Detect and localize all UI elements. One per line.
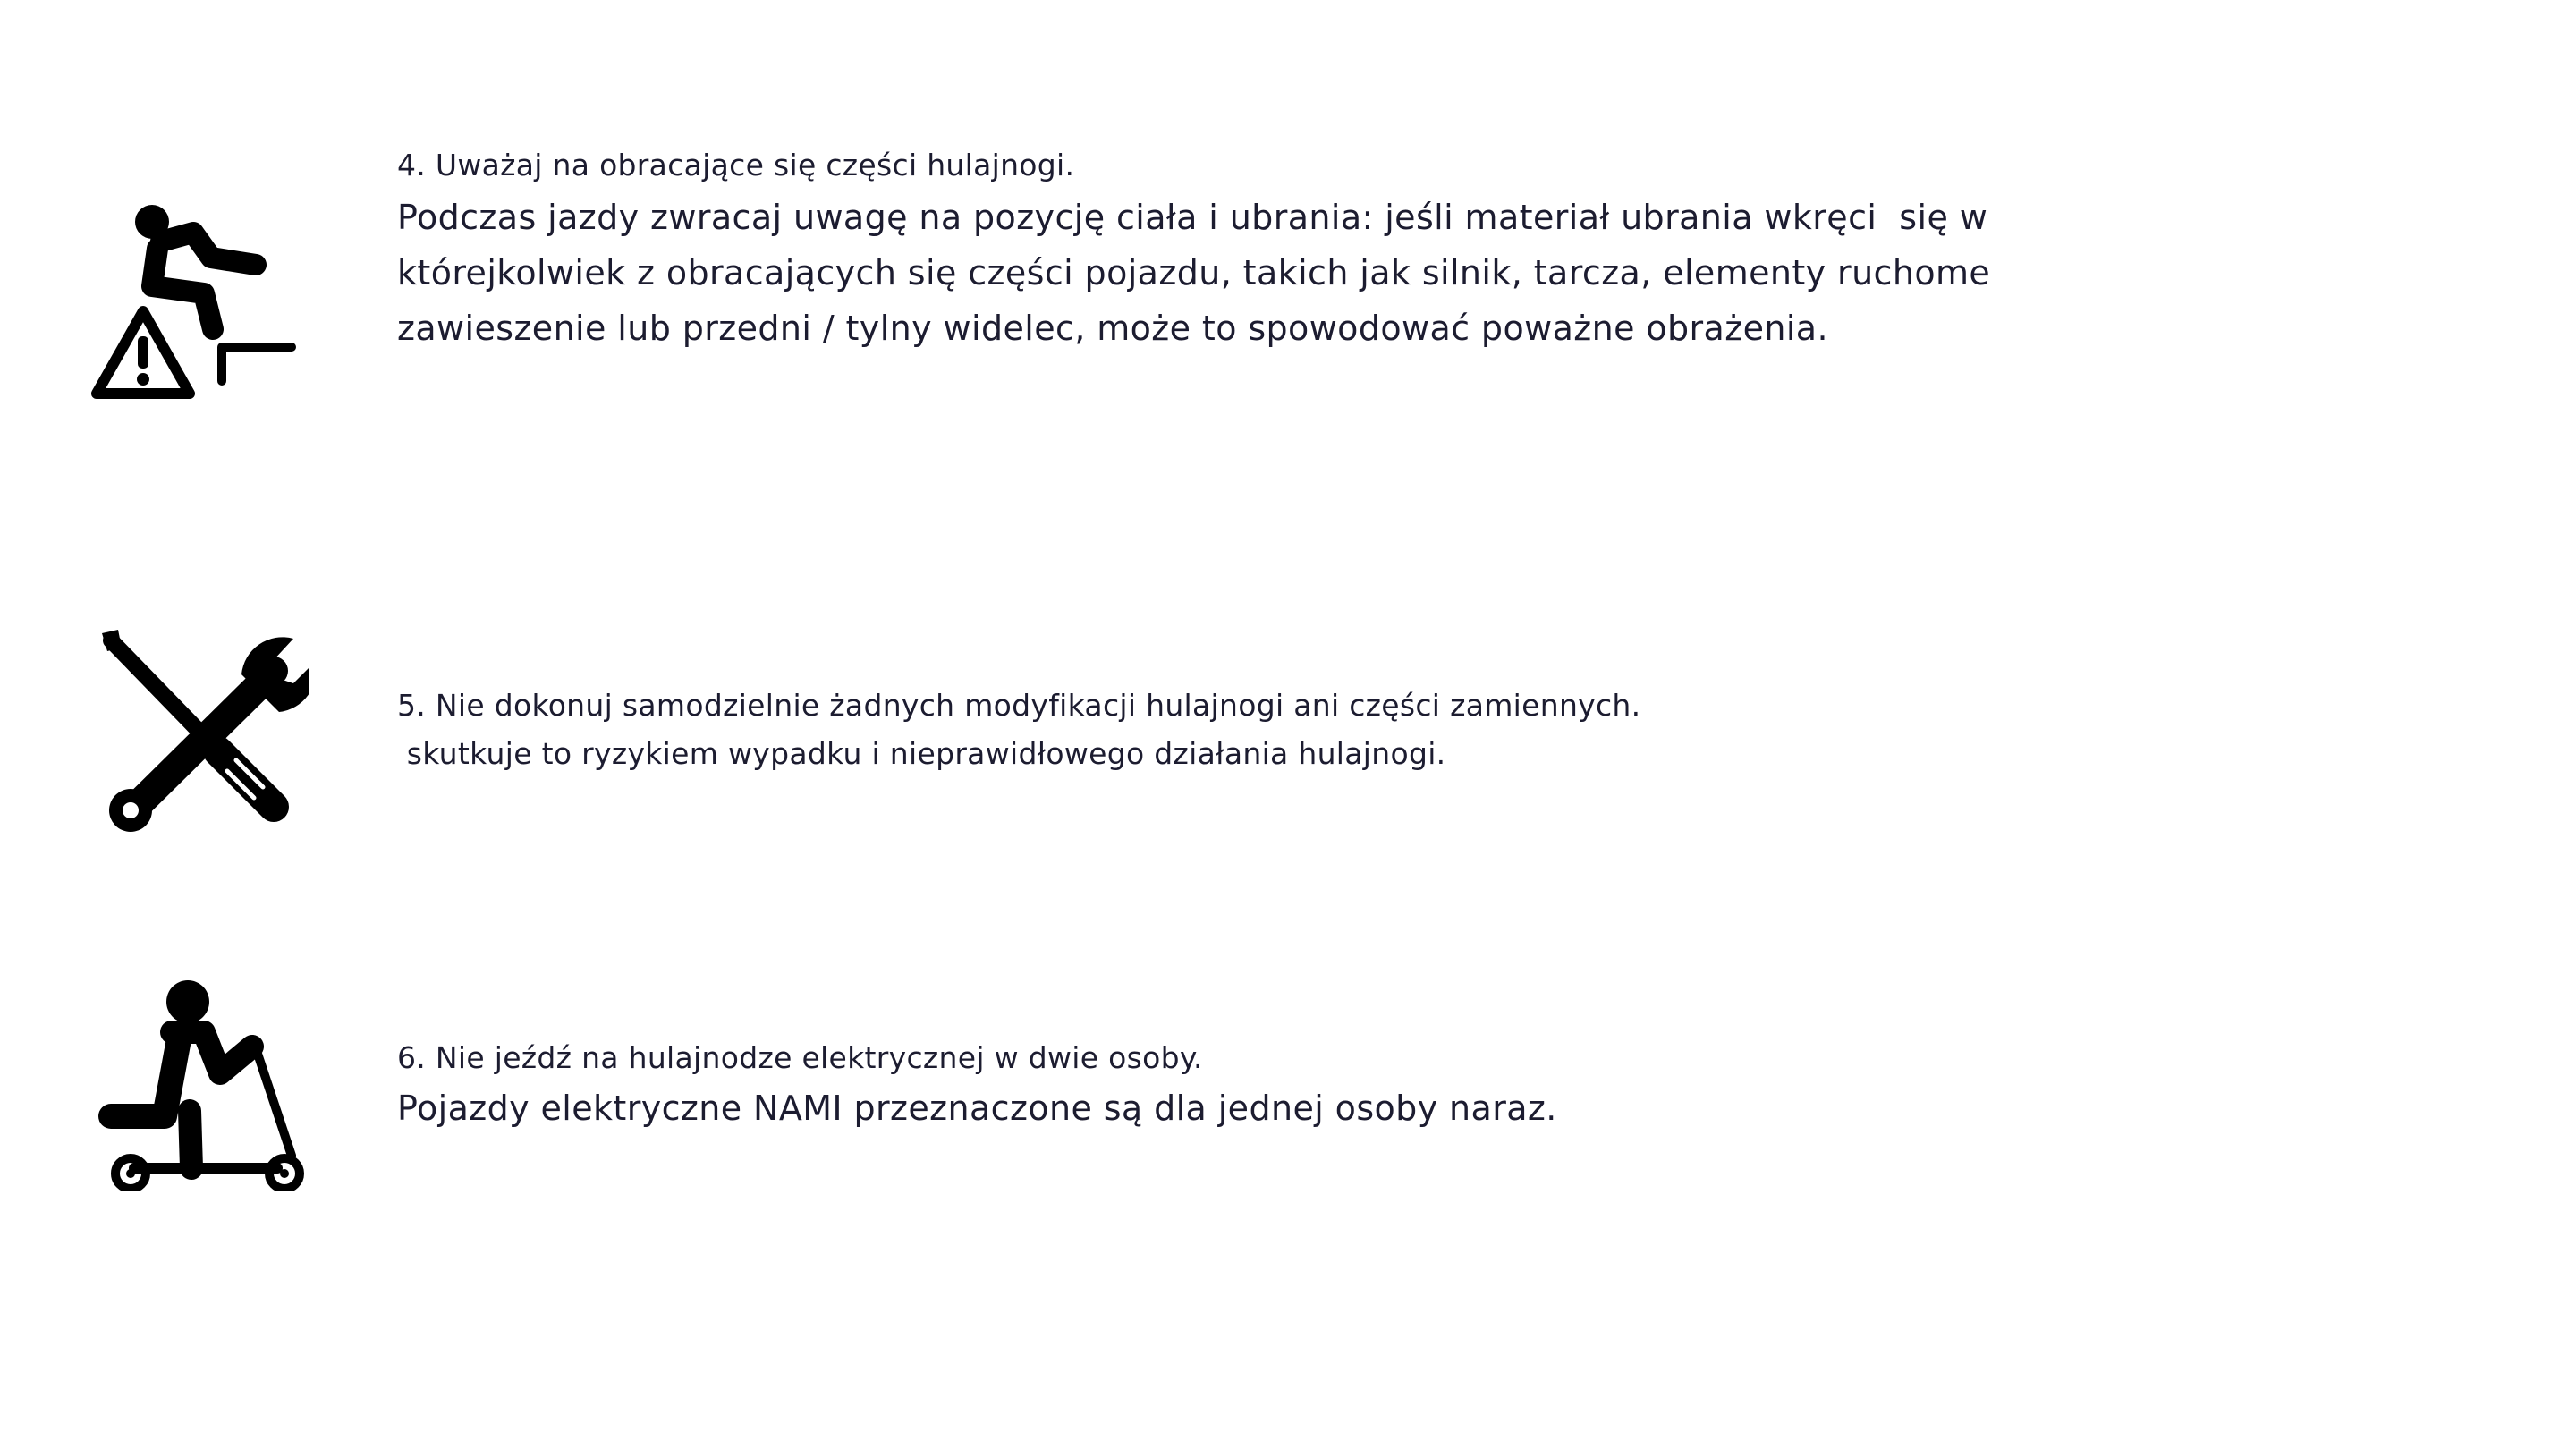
section-6-line-1: Pojazdy elektryczne NAMI przeznaczone są dla jednej osoby naraz. [397, 1089, 1557, 1128]
section-4-line-2: którejkolwiek z obracających się części pojazdu, takich jak silnik, tarcza, elementy ruchome [397, 253, 1991, 292]
person-on-scooter-icon [98, 977, 313, 1191]
section-5-title: 5. Nie dokonuj samodzielnie żadnych modyfikacji hulajnogi ani części zamiennych. [397, 688, 1641, 723]
falling-person-warning-icon [88, 195, 302, 410]
section-4-body [397, 190, 1990, 356]
section-5-body [397, 733, 1445, 775]
section-5-line-1: skutkuje to ryzykiem wypadku i nieprawidłowego działania hulajnogi. [397, 736, 1446, 771]
wrench-screwdriver-crossed-icon [95, 626, 309, 841]
section-6-body [397, 1080, 1557, 1136]
section-4-line-1: Podczas jazdy zwracaj uwagę na pozycję ciała i ubrania: jeśli materiał ubrania wkręci się w [397, 198, 1988, 237]
section-4-line-3: zawieszenie lub przedni / tylny widelec, może to spowodować poważne obrażenia. [397, 309, 1828, 348]
section-4-title: 4. Uważaj na obracające się części hulajnogi. [397, 148, 1075, 182]
section-6-title: 6. Nie jeźdź na hulajnodze elektrycznej w dwie osoby. [397, 1040, 1203, 1075]
